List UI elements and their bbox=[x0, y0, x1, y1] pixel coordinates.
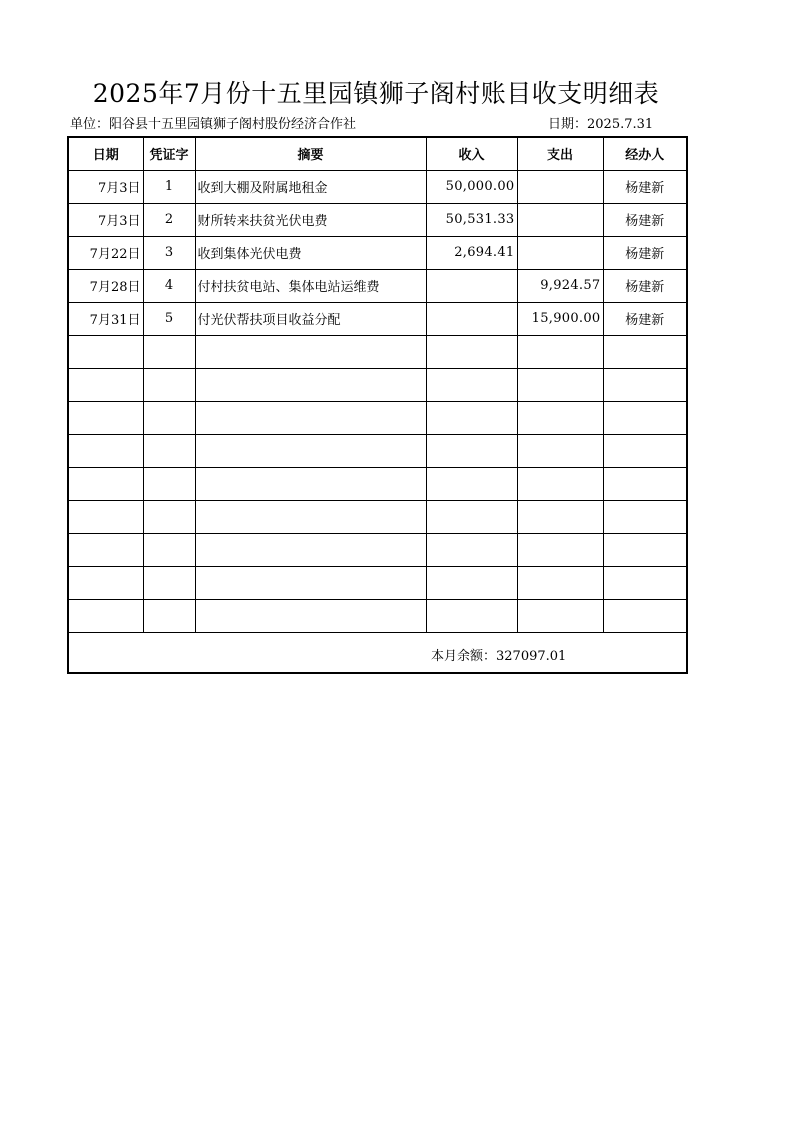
cell-handler bbox=[603, 401, 687, 434]
monthly-balance: 本月余额：327097.01 bbox=[431, 648, 567, 664]
cell-handler: 杨建新 bbox=[603, 269, 687, 302]
table-footer-row bbox=[68, 632, 687, 673]
cell-summary: 付光伏帮扶项目收益分配 bbox=[195, 302, 426, 335]
cell-income bbox=[426, 467, 517, 500]
cell-voucher bbox=[143, 335, 195, 368]
cell-handler bbox=[603, 533, 687, 566]
table-row bbox=[68, 335, 687, 368]
cell-date: 7月31日 bbox=[68, 302, 143, 335]
cell-summary bbox=[195, 500, 426, 533]
cell-voucher bbox=[143, 434, 195, 467]
cell-voucher bbox=[143, 566, 195, 599]
cell-income: 50,000.00 bbox=[426, 170, 517, 203]
header-date: 日期 bbox=[68, 137, 143, 170]
cell-handler bbox=[603, 566, 687, 599]
table-row bbox=[68, 269, 687, 302]
table-row bbox=[68, 203, 687, 236]
cell-summary bbox=[195, 335, 426, 368]
cell-voucher: 4 bbox=[143, 269, 195, 302]
cell-income bbox=[426, 368, 517, 401]
cell-voucher bbox=[143, 533, 195, 566]
cell-expense bbox=[517, 467, 603, 500]
header-expense: 支出 bbox=[517, 137, 603, 170]
cell-summary bbox=[195, 566, 426, 599]
cell-summary bbox=[195, 533, 426, 566]
cell-date bbox=[68, 533, 143, 566]
cell-income bbox=[426, 500, 517, 533]
cell-handler bbox=[603, 335, 687, 368]
cell-handler bbox=[603, 500, 687, 533]
cell-expense bbox=[517, 500, 603, 533]
cell-voucher bbox=[143, 467, 195, 500]
table-row bbox=[68, 236, 687, 269]
cell-summary bbox=[195, 368, 426, 401]
cell-income: 2,694.41 bbox=[426, 236, 517, 269]
header-summary: 摘要 bbox=[195, 137, 426, 170]
cell-expense: 9,924.57 bbox=[517, 269, 603, 302]
cell-handler bbox=[603, 467, 687, 500]
cell-expense bbox=[517, 599, 603, 632]
cell-handler: 杨建新 bbox=[603, 236, 687, 269]
cell-voucher bbox=[143, 599, 195, 632]
cell-expense bbox=[517, 401, 603, 434]
cell-voucher: 1 bbox=[143, 170, 195, 203]
cell-date: 7月28日 bbox=[68, 269, 143, 302]
cell-date bbox=[68, 599, 143, 632]
footer-cell bbox=[68, 632, 687, 673]
cell-summary bbox=[195, 467, 426, 500]
cell-voucher: 3 bbox=[143, 236, 195, 269]
cell-income bbox=[426, 302, 517, 335]
cell-summary: 收到大棚及附属地租金 bbox=[195, 170, 426, 203]
cell-date bbox=[68, 434, 143, 467]
date-label: 日期：2025.7.31 bbox=[548, 117, 654, 132]
cell-expense bbox=[517, 566, 603, 599]
cell-handler: 杨建新 bbox=[603, 302, 687, 335]
cell-expense bbox=[517, 533, 603, 566]
cell-income bbox=[426, 434, 517, 467]
table-row bbox=[68, 533, 687, 566]
cell-expense bbox=[517, 236, 603, 269]
cell-summary bbox=[195, 599, 426, 632]
cell-voucher bbox=[143, 368, 195, 401]
cell-handler bbox=[603, 599, 687, 632]
table-row bbox=[68, 368, 687, 401]
cell-voucher: 5 bbox=[143, 302, 195, 335]
document-title: 2025年7月份十五里园镇狮子阁村账目收支明细表 bbox=[92, 79, 660, 108]
cell-date bbox=[68, 335, 143, 368]
cell-expense bbox=[517, 434, 603, 467]
cell-summary bbox=[195, 434, 426, 467]
cell-voucher: 2 bbox=[143, 203, 195, 236]
table-row bbox=[68, 566, 687, 599]
cell-summary: 收到集体光伏电费 bbox=[195, 236, 426, 269]
cell-date bbox=[68, 500, 143, 533]
cell-summary bbox=[195, 401, 426, 434]
cell-date bbox=[68, 566, 143, 599]
cell-expense: 15,900.00 bbox=[517, 302, 603, 335]
cell-income bbox=[426, 401, 517, 434]
table-row bbox=[68, 500, 687, 533]
cell-summary: 付村扶贫电站、集体电站运维费 bbox=[195, 269, 426, 302]
cell-voucher bbox=[143, 401, 195, 434]
header-handler: 经办人 bbox=[603, 137, 687, 170]
cell-date bbox=[68, 467, 143, 500]
cell-expense bbox=[517, 170, 603, 203]
cell-handler bbox=[603, 434, 687, 467]
table-row bbox=[68, 302, 687, 335]
table-row bbox=[68, 401, 687, 434]
table-row bbox=[68, 170, 687, 203]
cell-handler: 杨建新 bbox=[603, 203, 687, 236]
cell-date: 7月22日 bbox=[68, 236, 143, 269]
cell-date: 7月3日 bbox=[68, 203, 143, 236]
table-row bbox=[68, 599, 687, 632]
cell-income bbox=[426, 566, 517, 599]
cell-date: 7月3日 bbox=[68, 170, 143, 203]
cell-expense bbox=[517, 368, 603, 401]
cell-income: 50,531.33 bbox=[426, 203, 517, 236]
cell-summary: 财所转来扶贫光伏电费 bbox=[195, 203, 426, 236]
cell-income bbox=[426, 599, 517, 632]
table-row bbox=[68, 434, 687, 467]
cell-date bbox=[68, 368, 143, 401]
cell-handler bbox=[603, 368, 687, 401]
table-header-row bbox=[68, 137, 687, 170]
cell-date bbox=[68, 401, 143, 434]
cell-expense bbox=[517, 203, 603, 236]
cell-income bbox=[426, 533, 517, 566]
cell-income bbox=[426, 269, 517, 302]
cell-voucher bbox=[143, 500, 195, 533]
header-income: 收入 bbox=[426, 137, 517, 170]
cell-income bbox=[426, 335, 517, 368]
cell-handler: 杨建新 bbox=[603, 170, 687, 203]
table-row bbox=[68, 467, 687, 500]
ledger-table bbox=[67, 136, 688, 674]
header-voucher: 凭证字 bbox=[143, 137, 195, 170]
unit-label: 单位：阳谷县十五里园镇狮子阁村股份经济合作社 bbox=[70, 117, 357, 132]
cell-expense bbox=[517, 335, 603, 368]
